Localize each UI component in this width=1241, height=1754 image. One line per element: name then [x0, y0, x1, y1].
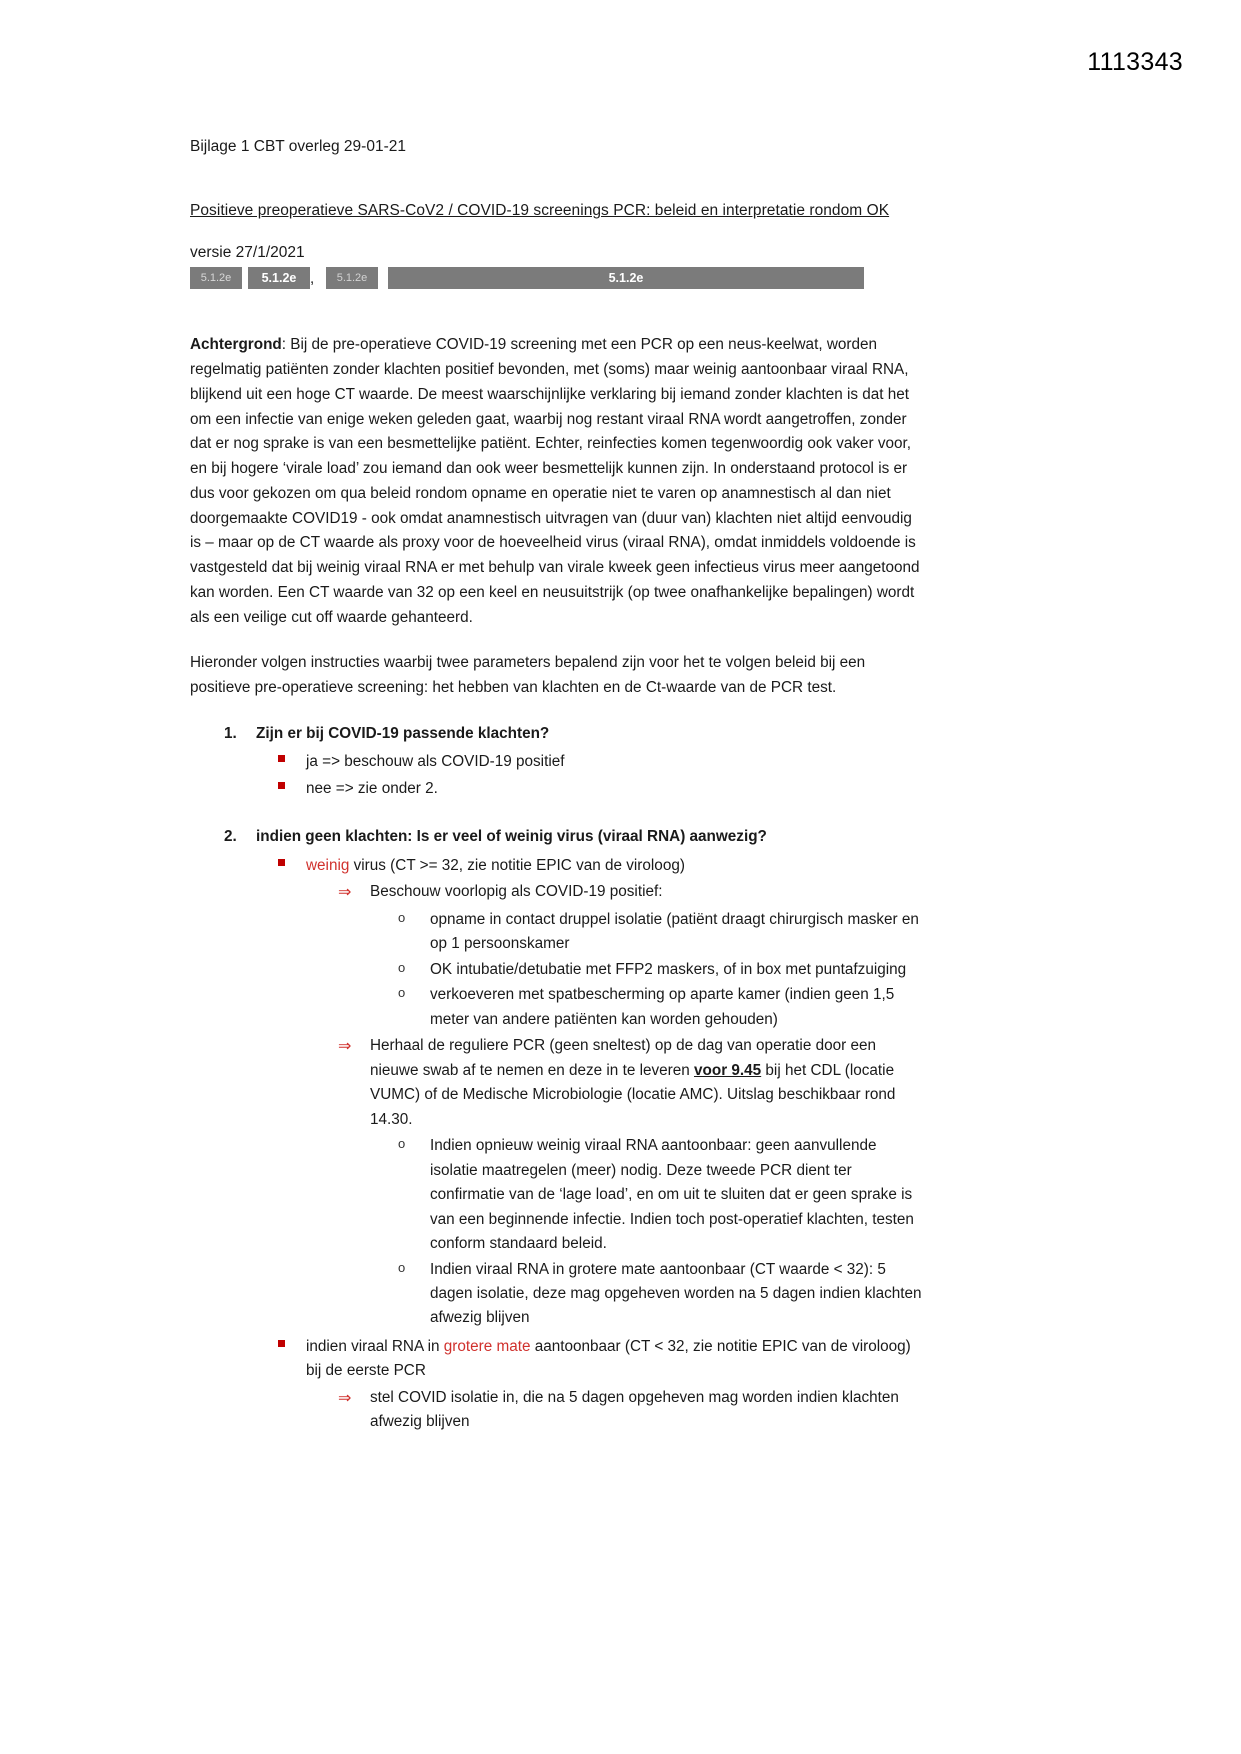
item2-sub-a2-1: Indien viraal RNA in grotere mate aantoonbaar (CT waarde < 32): 5 dagen isolatie, deze mag opgeheven worden na 5 dagen indien klachten afwezig blijven	[430, 1260, 922, 1327]
list-item	[338, 880, 922, 906]
item2-arrow-2-deadline: voor 9.45	[694, 1061, 762, 1079]
item2-heading: indien geen klachten: Is er veel of weinig virus (viraal RNA) aanwezig?	[256, 828, 767, 846]
item1-bullets	[190, 750, 922, 801]
item1-heading-row	[224, 722, 922, 746]
item2-arrow-2-subs	[190, 1134, 922, 1331]
item2-heading-row	[224, 825, 922, 849]
double-arrow-icon: ⇒	[338, 884, 352, 902]
item2-sub-a1-0: opname in contact druppel isolatie (patiënt draagt chirurgisch masker en op 1 persoonskamer	[430, 910, 919, 953]
list-item	[278, 750, 922, 774]
item1-heading: Zijn er bij COVID-19 passende klachten?	[256, 725, 550, 742]
list-item	[338, 1034, 922, 1132]
item2-bullet-weinig-rest: virus (CT >= 32, zie notitie EPIC van de viroloog)	[349, 856, 685, 874]
redaction-bar-row	[190, 267, 922, 289]
item2-arrow-2-part1: Herhaal de reguliere PCR (geen sneltest) op de dag van operatie door een nieuwe swab af te nemen en deze in te leveren	[370, 1037, 876, 1079]
document-content	[190, 135, 922, 1437]
item2-arrow-1-subs	[190, 908, 922, 1032]
background-label: Achtergrond	[190, 336, 282, 354]
attachment-meta-line: Bijlage 1 CBT overleg 29-01-21	[190, 138, 406, 155]
list-item	[278, 777, 922, 801]
item2-bullet-weinig	[306, 854, 922, 878]
redaction-bar-1: 5.1.2e	[190, 267, 242, 289]
item2-sub-a2-0: Indien opnieuw weinig viraal RNA aantoonbaar: geen aanvullende isolatie maatregelen (meer) nodig. Deze tweede PCR dient ter confirmatie van de ‘lage load’, en om uit te sluiten dat er geen sprake is van een beginnende infectie. Indien toch post-operatief klachten, testen conform standaard beleid.	[430, 1137, 914, 1253]
highlight-weinig: weinig	[306, 856, 350, 874]
list-item-1	[190, 722, 922, 801]
circle-bullet-icon: o	[398, 959, 406, 975]
item2-bullet-grotere-part1: indien viraal RNA in	[306, 1337, 444, 1355]
item2-arrow-3-text: stel COVID isolatie in, die na 5 dagen opgeheven mag worden indien klachten afwezig blijven	[370, 1388, 899, 1431]
item2-arrow-2-part2: bij het CDL (locatie VUMC) of de Medische Microbiologie (locatie AMC). Uitslag beschikbaar rond 14.30.	[370, 1061, 896, 1128]
list-item	[398, 958, 922, 982]
list-item	[398, 1258, 922, 1331]
square-bullet-icon	[278, 1335, 306, 1384]
circle-bullet-icon: o	[398, 909, 406, 925]
list-item	[338, 1386, 922, 1435]
item2-arrow-1-text: Beschouw voorlopig als COVID-19 positief:	[370, 883, 663, 901]
circle-bullet-icon: o	[398, 1136, 406, 1152]
square-bullet-icon	[278, 854, 306, 878]
background-text: Bij de pre-operatieve COVID-19 screening met een PCR op een neus-keelwat, worden regelmatig patiënten zonder klachten positief bevonden, met (soms) maar weinig aantoonbaar viraal RNA, blijkend uit een hoge CT waarde. De meest waarschijnlijke verklaring bij iemand zonder klachten is dat het om een infectie van enige weken geleden gaat, waarbij nog restant viraal RNA wordt aangetroffen, zonder dat er nog sprake is van een besmettelijke patiënt. Echter, reinfecties komen tegenwoordig ook vaker voor, en bij hogere ‘virale load’ zou iemand dan ook weer besmettelijk kunnen zijn. In onderstaand protocol is er dus voor gekozen om qua beleid rondom opname en operatie niet te varen op anamnestisch al dan niet doorgemaakte COVID19 - ook omdat anamnestisch uitvragen van (duur van) klachten niet altijd eenvoudig is – maar op de CT waarde als proxy voor de hoeveelheid virus (viraal RNA), omdat inmiddels voldoende is vastgesteld dat bij weinig viraal RNA er met behulp van virale kweek geen infectieus virus meer aangetoond kan worden. Een CT waarde van 32 op een keel en neusuitstrijk (op twee onafhankelijke bepalingen) wordt als een veilige cut off waarde gehanteerd.	[190, 336, 920, 626]
item2-bullets-2	[190, 1335, 922, 1384]
double-arrow-icon: ⇒	[338, 1038, 352, 1056]
highlight-grotere-mate: grotere mate	[443, 1337, 531, 1355]
item2-arrow-group-3	[190, 1386, 922, 1435]
list-item	[278, 1335, 922, 1384]
item1-number: 1.	[224, 725, 237, 742]
list-item	[398, 983, 922, 1032]
background-paragraph	[190, 333, 922, 630]
item2-arrow-2-text	[370, 1034, 922, 1132]
list-spacer	[190, 803, 922, 825]
list-item	[398, 908, 922, 957]
list-item	[278, 854, 922, 878]
item2-arrow-group-2	[190, 1034, 922, 1132]
double-arrow-icon: ⇒	[338, 1389, 352, 1407]
version-line: versie 27/1/2021	[190, 244, 305, 262]
item2-bullets	[190, 854, 922, 878]
redaction-separator: ,	[310, 269, 315, 287]
circle-bullet-icon: o	[398, 1259, 406, 1275]
background-colon: :	[281, 336, 291, 354]
item2-bullet-grotere	[306, 1335, 922, 1384]
item1-bullet-0: ja => beschouw als COVID-19 positief	[306, 753, 565, 771]
document-number: 1113343	[1087, 48, 1183, 76]
redaction-bar-2: 5.1.2e	[248, 267, 310, 289]
instruction-list	[190, 722, 922, 1435]
item2-arrow-group-1	[190, 880, 922, 906]
list-item	[398, 1134, 922, 1256]
circle-bullet-icon: o	[398, 985, 406, 1001]
item2-bullet-grotere-part2: aantoonbaar (CT < 32, zie notitie EPIC van de viroloog) bij de eerste PCR	[306, 1337, 911, 1380]
page-title: Positieve preoperatieve SARS-CoV2 / COVID-19 screenings PCR: beleid en interpretatie rondom OK	[190, 202, 890, 220]
square-bullet-icon	[278, 777, 306, 801]
item2-sub-a1-2: verkoeveren met spatbescherming op aparte kamer (indien geen 1,5 meter van andere patiënten kan worden gehouden)	[430, 986, 895, 1028]
square-bullet-icon	[278, 750, 306, 774]
item2-number: 2.	[224, 828, 237, 846]
redaction-bar-3: 5.1.2e	[326, 267, 378, 289]
item1-bullet-1: nee => zie onder 2.	[306, 779, 438, 797]
intro-paragraph: Hieronder volgen instructies waarbij twee parameters bepalend zijn voor het te volgen beleid bij een positieve pre-operatieve screening: het hebben van klachten en de Ct-waarde van de PCR test.	[190, 654, 866, 697]
item2-sub-a1-1: OK intubatie/detubatie met FFP2 maskers, of in box met puntafzuiging	[430, 960, 907, 978]
redaction-bar-4: 5.1.2e	[388, 267, 864, 289]
list-item-2	[190, 825, 922, 1434]
